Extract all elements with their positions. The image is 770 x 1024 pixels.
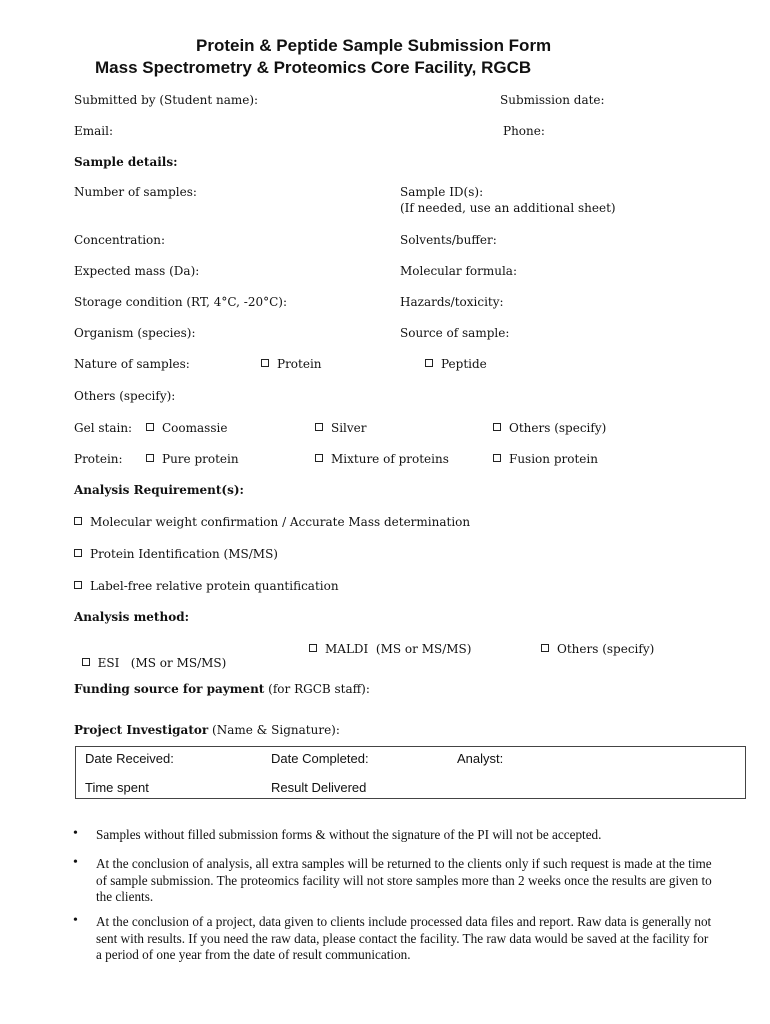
date-received-label: Date Received: [85, 751, 174, 766]
sample-details-heading: Sample details: [74, 155, 178, 169]
storage-condition-label: Storage condition (RT, 4°C, -20°C): [74, 295, 287, 309]
checkbox-icon[interactable] [315, 423, 323, 431]
form-title: Protein & Peptide Sample Submission Form [196, 36, 552, 55]
time-spent-label: Time spent [85, 780, 149, 795]
concentration-label: Concentration: [74, 233, 166, 247]
solvents-label: Solvents/buffer: [400, 233, 497, 247]
result-delivered-label: Result Delivered [271, 780, 367, 795]
checkbox-icon[interactable] [74, 549, 82, 557]
gel-others-option[interactable] [493, 421, 606, 435]
note-item: Samples without filled submission forms & without the signature of the PI will not be accepted. [96, 827, 602, 842]
method-maldi-option[interactable] [309, 642, 471, 656]
nature-protein-label: Protein [277, 357, 322, 371]
protein-fusion-option[interactable] [493, 452, 598, 466]
pi-line [74, 723, 340, 737]
expected-mass-label: Expected mass (Da): [74, 264, 200, 278]
protein-fusion-label: Fusion protein [509, 452, 598, 466]
req-quantification-label: Label-free relative protein quantification [90, 579, 339, 593]
funding-line [74, 682, 370, 696]
analysis-requirement-heading: Analysis Requirement(s): [74, 483, 244, 497]
checkbox-icon[interactable] [74, 517, 82, 525]
checkbox-icon[interactable] [315, 454, 323, 462]
nature-of-samples-label: Nature of samples: [74, 357, 190, 371]
checkbox-icon[interactable] [493, 423, 501, 431]
email-label: Email: [74, 124, 114, 138]
req-quantification-option[interactable] [74, 579, 339, 593]
nature-peptide-option[interactable] [425, 357, 487, 371]
nature-peptide-label: Peptide [441, 357, 487, 371]
checkbox-icon[interactable] [309, 644, 317, 652]
sample-ids-label: Sample ID(s): [400, 185, 484, 199]
bullet-icon: • [73, 855, 78, 870]
facility-name: Mass Spectrometry & Proteomics Core Facility, RGCB [95, 58, 532, 77]
others-specify-label: Others (specify): [74, 389, 176, 403]
analyst-label: Analyst: [457, 751, 504, 766]
pi-label: Project Investigator [74, 723, 209, 737]
note-item: At the conclusion of analysis, all extra samples will be returned to the clients only if such request is made at the time of sample submission. The proteomics facility will not store samples more than 2 weeks once the results are given to the clients. [96, 856, 712, 904]
checkbox-icon[interactable] [146, 454, 154, 462]
req-identification-label: Protein Identification (MS/MS) [90, 547, 278, 561]
hazards-label: Hazards/toxicity: [400, 295, 504, 309]
date-completed-label: Date Completed: [271, 751, 369, 766]
checkbox-icon[interactable] [541, 644, 549, 652]
gel-stain-label: Gel stain: [74, 421, 133, 435]
checkbox-icon[interactable] [74, 581, 82, 589]
protein-label: Protein: [74, 452, 123, 466]
gel-coomassie-option[interactable] [146, 421, 227, 435]
phone-label: Phone: [503, 124, 545, 138]
protein-pure-option[interactable] [146, 452, 239, 466]
method-esi-option[interactable] [74, 642, 226, 670]
gel-others-label: Others (specify) [509, 421, 607, 435]
molecular-formula-label: Molecular formula: [400, 264, 517, 278]
pi-note: (Name & Signature): [212, 723, 340, 737]
submission-date-label: Submission date: [500, 93, 605, 107]
protein-mixture-option[interactable] [315, 452, 449, 466]
submitted-by-label: Submitted by (Student name): [74, 93, 259, 107]
method-others-label: Others (specify) [557, 642, 655, 656]
office-use-box [75, 746, 746, 799]
req-identification-option[interactable] [74, 547, 278, 561]
note-item: At the conclusion of a project, data given to clients include processed data files and report. Raw data is generally not sent with results. If you need the raw data, please contact the facility. The raw data would be saved at the facility for a period of one year from the date of result communication. [96, 914, 712, 962]
method-esi-label: ESI (MS or MS/MS) [97, 656, 227, 670]
funding-note: (for RGCB staff): [268, 682, 370, 696]
bullet-icon: • [73, 913, 78, 928]
protein-mixture-label: Mixture of proteins [331, 452, 449, 466]
organism-label: Organism (species): [74, 326, 196, 340]
analysis-method-heading: Analysis method: [74, 610, 190, 624]
checkbox-icon[interactable] [261, 359, 269, 367]
checkbox-icon[interactable] [82, 658, 90, 666]
checkbox-icon[interactable] [146, 423, 154, 431]
checkbox-icon[interactable] [425, 359, 433, 367]
funding-label: Funding source for payment [74, 682, 265, 696]
gel-silver-option[interactable] [315, 421, 367, 435]
method-maldi-label: MALDI (MS or MS/MS) [325, 642, 472, 656]
checkbox-icon[interactable] [493, 454, 501, 462]
number-of-samples-label: Number of samples: [74, 185, 197, 199]
gel-silver-label: Silver [331, 421, 367, 435]
source-label: Source of sample: [400, 326, 510, 340]
gel-coomassie-label: Coomassie [162, 421, 228, 435]
method-others-option[interactable] [541, 642, 654, 656]
req-mass-label: Molecular weight confirmation / Accurate Mass determination [90, 515, 471, 529]
bullet-icon: • [73, 826, 78, 841]
sample-ids-note: (If needed, use an additional sheet) [400, 201, 616, 215]
req-mass-option[interactable] [74, 515, 470, 529]
nature-protein-option[interactable] [261, 357, 322, 371]
protein-pure-label: Pure protein [162, 452, 239, 466]
